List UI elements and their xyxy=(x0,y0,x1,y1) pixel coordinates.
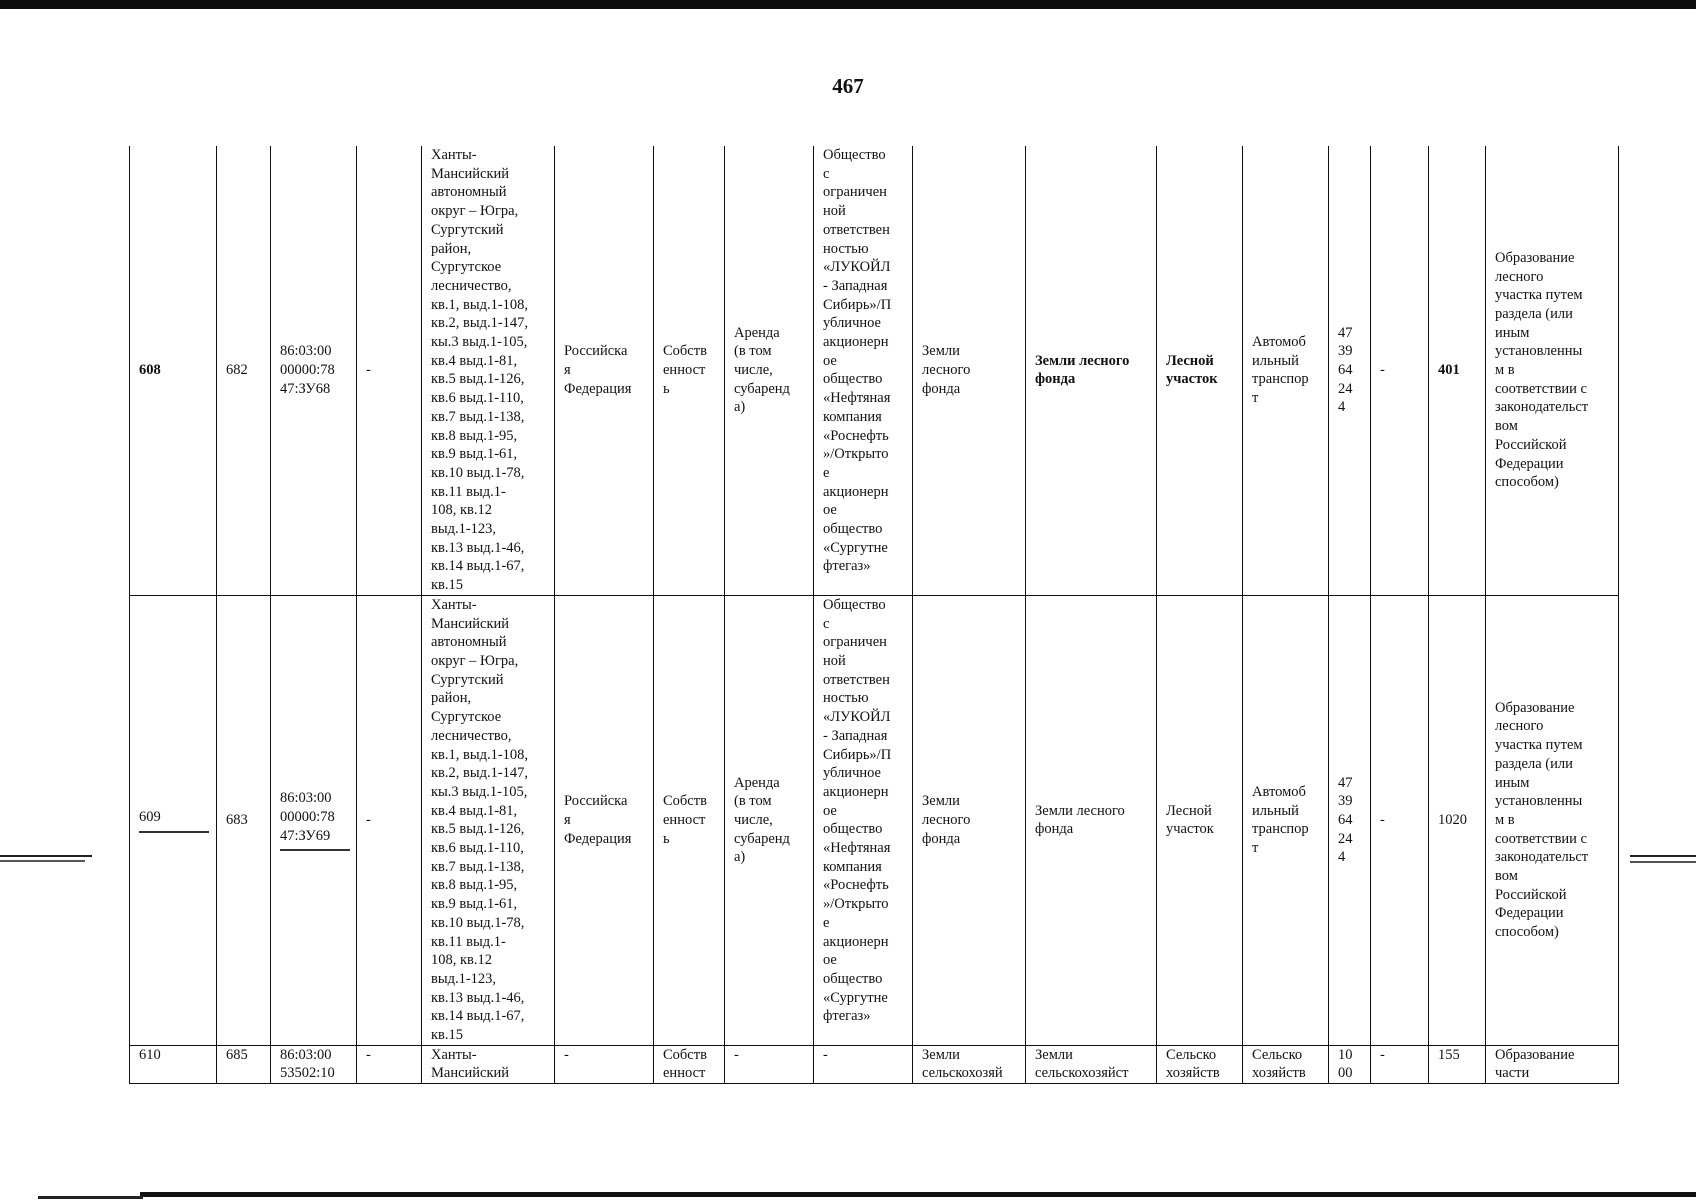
mark-cell: - xyxy=(357,146,422,595)
table-row xyxy=(130,595,1619,1045)
cadastral-number: 86:03:00 00000:78 47:ЗУ68 xyxy=(271,146,357,595)
code-cell: 47 39 64 24 4 xyxy=(1329,146,1371,595)
owner-cell: - xyxy=(555,1045,654,1083)
land-type-cell: Лесной участок xyxy=(1157,146,1243,595)
note-cell: Образование лесного участка путем раздела (или иным установленны м в соответствии с законодательст вом Российской Федерации способом) xyxy=(1486,146,1619,595)
area-cell: 401 xyxy=(1429,146,1486,595)
rights-holder-cell: Общество с ограничен ной ответствен ностью «ЛУКОЙЛ - Западная Сибирь»/П убличное акционерн ое общество «Нефтяная компания «Роснефть »/Открыто е акционерн ое общество «Сургутне фтегаз» xyxy=(814,146,913,595)
row-number: 608 xyxy=(130,146,217,595)
land-category-cell: Земли лесного фонда xyxy=(913,146,1026,595)
row-number: 609 xyxy=(130,595,217,1045)
encumbrance-cell: - xyxy=(725,1045,814,1083)
address-cell: Ханты- Мансийский xyxy=(422,1045,555,1083)
permitted-use-cell: Автомоб ильный транспор т xyxy=(1243,595,1329,1045)
land-register-table xyxy=(129,146,1619,1084)
page-number: 467 xyxy=(832,74,864,98)
reference-number: 682 xyxy=(217,146,271,595)
row-number: 610 xyxy=(130,1045,217,1083)
owner-cell: Российска я Федерация xyxy=(555,146,654,595)
owner-cell: Российска я Федерация xyxy=(555,595,654,1045)
area-cell: 1020 xyxy=(1429,595,1486,1045)
new-land-category-cell: Земли лесного фонда xyxy=(1026,146,1157,595)
land-type-cell: Лесной участок xyxy=(1157,595,1243,1045)
permitted-use-cell: Автомоб ильный транспор т xyxy=(1243,146,1329,595)
new-land-category-cell: Земли лесного фонда xyxy=(1026,595,1157,1045)
code-cell: 10 00 xyxy=(1329,1045,1371,1083)
right-edge-mark xyxy=(1630,855,1696,857)
note-cell: Образование лесного участка путем раздела (или иным установленны м в соответствии с законодательст вом Российской Федерации способом) xyxy=(1486,595,1619,1045)
cadastral-number: 86:03:00 53502:10 xyxy=(271,1045,357,1083)
right-type-cell: Собств енност ь xyxy=(654,595,725,1045)
permitted-use-cell: Сельско хозяйств xyxy=(1243,1045,1329,1083)
address-cell: Ханты- Мансийский автономный округ – Югра, Сургутский район, Сургутское лесничество, кв.1, выд.1-108, кв.2, выд.1-147, кы.3 выд.1-105, кв.4 выд.1-81, кв.5 выд.1-126, кв.6 выд.1-110, кв.7 выд.1-138, кв.8 выд.1-95, кв.9 выд.1-61, кв.10 выд.1-78, кв.11 выд.1- 108, кв.12 выд.1-123, кв.13 выд.1-46, кв.14 выд.1-67, кв.15 xyxy=(422,595,555,1045)
dash-cell: - xyxy=(1371,1045,1429,1083)
right-edge-mark-2 xyxy=(1630,861,1696,863)
land-category-cell: Земли сельскохозяй xyxy=(913,1045,1026,1083)
encumbrance-cell: Аренда (в том числе, субаренд а) xyxy=(725,146,814,595)
left-edge-mark xyxy=(0,855,92,857)
table-row xyxy=(130,1045,1619,1083)
address-cell: Ханты- Мансийский автономный округ – Югра, Сургутский район, Сургутское лесничество, кв.1, выд.1-108, кв.2, выд.1-147, кы.3 выд.1-105, кв.4 выд.1-81, кв.5 выд.1-126, кв.6 выд.1-110, кв.7 выд.1-138, кв.8 выд.1-95, кв.9 выд.1-61, кв.10 выд.1-78, кв.11 выд.1- 108, кв.12 выд.1-123, кв.13 выд.1-46, кв.14 выд.1-67, кв.15 xyxy=(422,146,555,595)
reference-number: 683 xyxy=(217,595,271,1045)
top-scan-border xyxy=(0,0,1696,9)
bottom-scan-border-left xyxy=(38,1196,143,1199)
left-edge-mark-2 xyxy=(0,860,85,862)
mark-cell: - xyxy=(357,595,422,1045)
area-cell: 155 xyxy=(1429,1045,1486,1083)
rights-holder-cell: Общество с ограничен ной ответствен ностью «ЛУКОЙЛ - Западная Сибирь»/П убличное акционерн ое общество «Нефтяная компания «Роснефть »/Открыто е акционерн ое общество «Сургутне фтегаз» xyxy=(814,595,913,1045)
land-category-cell: Земли лесного фонда xyxy=(913,595,1026,1045)
note-cell: Образование части xyxy=(1486,1045,1619,1083)
rights-holder-cell: - xyxy=(814,1045,913,1083)
bottom-scan-border xyxy=(140,1192,1696,1197)
code-cell: 47 39 64 24 4 xyxy=(1329,595,1371,1045)
right-type-cell: Собств енност ь xyxy=(654,146,725,595)
dash-cell: - xyxy=(1371,595,1429,1045)
encumbrance-cell: Аренда (в том числе, субаренд а) xyxy=(725,595,814,1045)
reference-number: 685 xyxy=(217,1045,271,1083)
dash-cell: - xyxy=(1371,146,1429,595)
table-row xyxy=(130,146,1619,595)
right-type-cell: Собств енност xyxy=(654,1045,725,1083)
mark-cell: - xyxy=(357,1045,422,1083)
cadastral-number: 86:03:00 00000:78 47:ЗУ69 xyxy=(271,595,357,1045)
new-land-category-cell: Земли сельскохозяйст xyxy=(1026,1045,1157,1083)
land-type-cell: Сельско хозяйств xyxy=(1157,1045,1243,1083)
